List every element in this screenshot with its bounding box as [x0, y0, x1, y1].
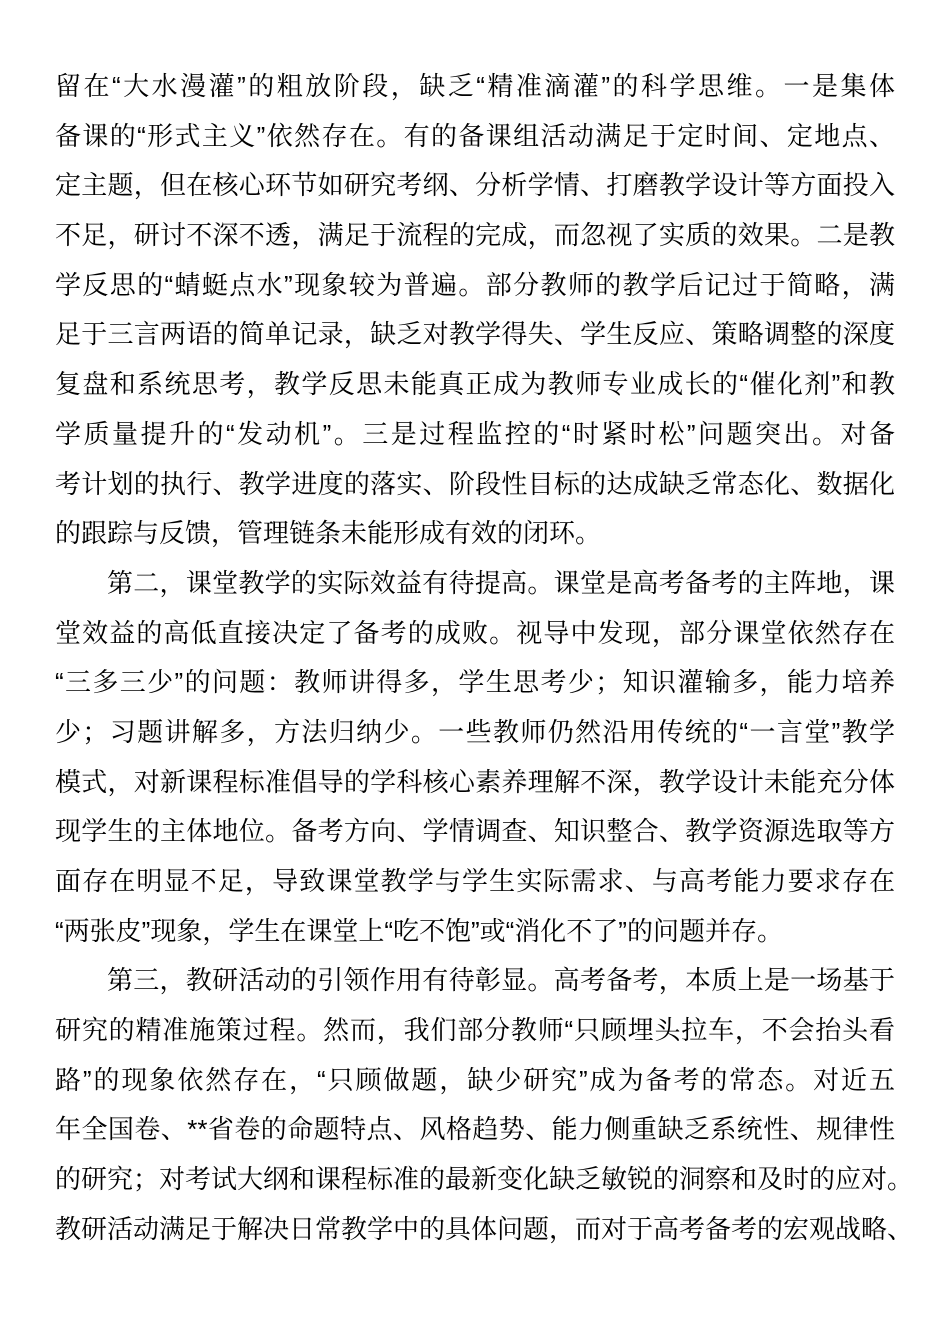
paragraph-3 [55, 956, 914, 1254]
text-line: 定主题，但在核心环节如研究考纲、分析学情、打磨教学设计等方面投入 [55, 170, 895, 201]
text-line: 现学生的主体地位。备考方向、学情调查、知识整合、教学资源选取等方 [55, 816, 895, 847]
text-line: 年全国卷、**省卷的命题特点、风格趋势、能力侧重缺乏系统性、规律性 [55, 1114, 895, 1145]
text-line: 模式，对新课程标准倡导的学科核心素养理解不深，教学设计未能充分体 [55, 766, 895, 797]
text-line: 面存在明显不足，导致课堂教学与学生实际需求、与高考能力要求存在 [55, 866, 895, 896]
text-line: 少；习题讲解多，方法归纳少。一些教师仍然沿用传统的“一言堂”教学 [55, 716, 895, 747]
paragraph-1 [55, 62, 895, 559]
text-line: 研究的精准施策过程。然而，我们部分教师“只顾埋头拉车，不会抬头看 [55, 1015, 895, 1046]
text-line: 考计划的执行、教学进度的落实、阶段性目标的达成缺乏常态化、数据化 [55, 468, 895, 499]
paragraph-2 [55, 559, 895, 957]
text-line: 的跟踪与反馈，管理链条未能形成有效的闭环。 [55, 518, 602, 549]
text-line: “三多三少”的问题：教师讲得多，学生思考少；知识灌输多，能力培养 [55, 667, 895, 698]
text-line: 足于三言两语的简单记录，缺乏对教学得失、学生反应、策略调整的深度 [55, 319, 895, 350]
text-line: 第二，课堂教学的实际效益有待提高。课堂是高考备考的主阵地，课 [107, 567, 895, 598]
text-line: 留在“大水漫灌”的粗放阶段，缺乏“精准滴灌”的科学思维。一是集体 [55, 71, 895, 101]
text-line: 的研究；对考试大纲和课程标准的最新变化缺乏敏锐的洞察和及时的应对。 [55, 1164, 914, 1195]
text-line: 复盘和系统思考，教学反思未能真正成为教师专业成长的“催化剂”和教 [55, 369, 895, 400]
text-line: 不足，研讨不深不透，满足于流程的完成，而忽视了实质的效果。二是教 [55, 220, 895, 251]
text-line: 路”的现象依然存在，“只顾做题，缺少研究”成为备考的常态。对近五 [55, 1064, 895, 1095]
text-line: 第三，教研活动的引领作用有待彰显。高考备考，本质上是一场基于 [107, 965, 895, 996]
text-line: 教研活动满足于解决日常教学中的具体问题，而对于高考备考的宏观战略、 [55, 1213, 914, 1244]
text-line: 堂效益的高低直接决定了备考的成败。视导中发现，部分课堂依然存在 [55, 617, 895, 648]
text-line: 学反思的“蜻蜓点水”现象较为普遍。部分教师的教学后记过于简略，满 [55, 269, 895, 300]
text-line: 学质量提升的“发动机”。三是过程监控的“时紧时松”问题突出。对备 [55, 418, 895, 449]
text-line: “两张皮”现象，学生在课堂上“吃不饱”或“消化不了”的问题并存。 [55, 915, 783, 946]
text-line: 备课的“形式主义”依然存在。有的备课组活动满足于定时间、定地点、 [55, 120, 895, 151]
